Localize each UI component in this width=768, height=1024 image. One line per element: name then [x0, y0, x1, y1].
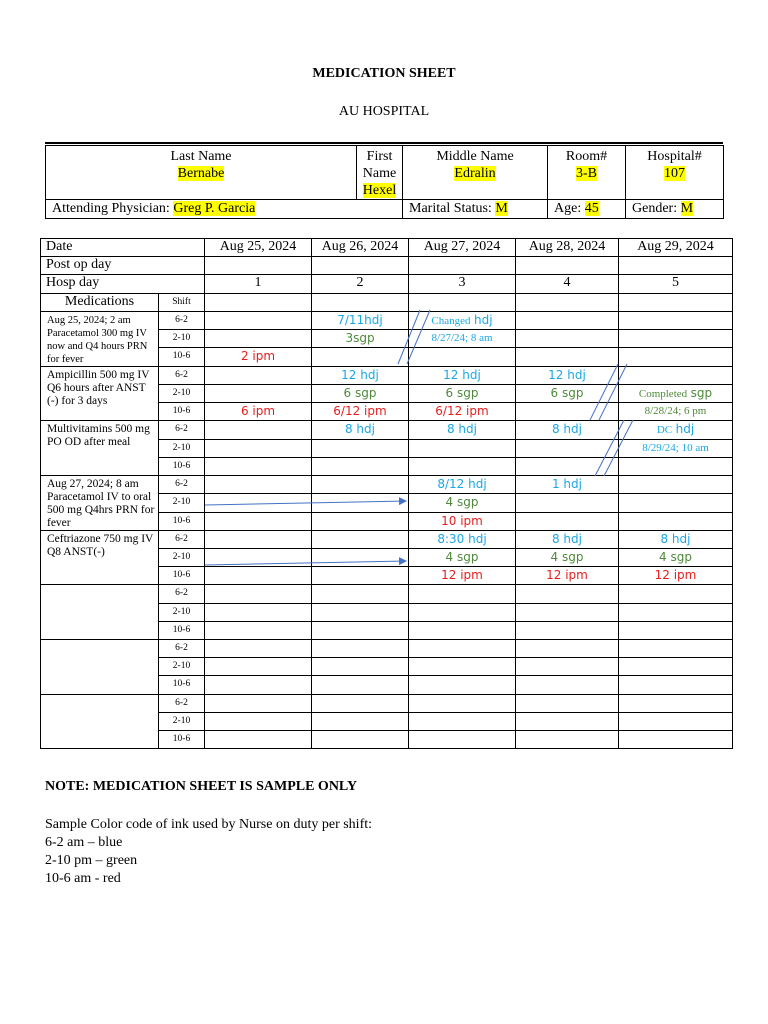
empty-row [41, 694, 733, 712]
cell [619, 330, 733, 348]
cell [312, 530, 409, 548]
cell [619, 311, 733, 329]
age-label: Age: [554, 201, 582, 216]
cell [619, 730, 733, 748]
shift-cell: 6-2 [159, 640, 205, 658]
room-value: 3-B [576, 166, 597, 181]
cell [516, 640, 619, 658]
shift-cell: 2-10 [159, 494, 205, 512]
entry-cell [619, 421, 733, 439]
first-name-label-line2: Name [362, 166, 397, 181]
cell [312, 257, 409, 275]
entry-cell: 8 hdj [312, 421, 409, 439]
entry-cell: 8/12 hdj [409, 475, 516, 493]
age-cell [548, 200, 626, 219]
cell [205, 549, 312, 567]
entry-cell: 6/12 ipm [409, 403, 516, 421]
entry-cell: 1 hdj [516, 475, 619, 493]
header-rule [45, 142, 723, 144]
med-row [41, 530, 733, 548]
cell [205, 512, 312, 530]
med-row [41, 366, 733, 384]
cell [312, 549, 409, 567]
cell [312, 730, 409, 748]
cell [619, 712, 733, 730]
document-title: MEDICATION SHEET [312, 66, 456, 81]
cell [205, 530, 312, 548]
date-cell: Aug 29, 2024 [619, 239, 733, 257]
cell [312, 457, 409, 475]
cell [619, 366, 733, 384]
shift-cell: 6-2 [159, 421, 205, 439]
cell [312, 694, 409, 712]
medication-name: Aug 27, 2024; 8 am Paracetamol IV to oral 500 mg Q4hrs PRN for fever [41, 475, 159, 530]
cell [619, 658, 733, 676]
entry-cell: 12 hdj [312, 366, 409, 384]
cell [516, 621, 619, 639]
med-row [41, 475, 733, 493]
entry-initials: hdj [675, 422, 695, 437]
cell [516, 257, 619, 275]
cell [312, 512, 409, 530]
shift-cell: 10-6 [159, 348, 205, 366]
date-label: Date [41, 239, 205, 257]
entry-cell: 8/27/24; 8 am [409, 330, 516, 348]
cell [205, 621, 312, 639]
entry-note: DC [656, 424, 673, 437]
cell [619, 348, 733, 366]
entry-cell: 12 ipm [409, 567, 516, 585]
entry-cell: 4 sgp [619, 549, 733, 567]
med-row [41, 421, 733, 439]
hosp-day-cell: 1 [205, 275, 312, 293]
cell [516, 311, 619, 329]
cell [205, 439, 312, 457]
gender-cell [626, 200, 724, 219]
shift-cell: 10-6 [159, 512, 205, 530]
entry-cell: 7/11hdj [312, 311, 409, 329]
shift-cell: 2-10 [159, 384, 205, 402]
entry-cell: 8/29/24; 10 am [619, 439, 733, 457]
cell [409, 712, 516, 730]
shift-cell: 10-6 [159, 676, 205, 694]
entry-cell: 4 sgp [409, 494, 516, 512]
cell [516, 330, 619, 348]
shift-cell: 10-6 [159, 403, 205, 421]
cell [516, 348, 619, 366]
empty-row [41, 585, 733, 603]
shift-cell: 6-2 [159, 694, 205, 712]
hosp-day-cell: 2 [312, 275, 409, 293]
cell [409, 348, 516, 366]
hosp-day-row [41, 275, 733, 293]
cell [205, 293, 312, 311]
cell [409, 676, 516, 694]
cell [516, 712, 619, 730]
hosp-day-cell: 5 [619, 275, 733, 293]
last-name-value: Bernabe [177, 166, 225, 181]
cell [409, 585, 516, 603]
physician-value: Greg P. Garcia [173, 201, 256, 216]
gender-value: M [680, 201, 694, 216]
shift-cell: 2-10 [159, 439, 205, 457]
age-value: 45 [584, 201, 599, 216]
entry-cell: 3sgp [312, 330, 409, 348]
date-cell: Aug 28, 2024 [516, 239, 619, 257]
middle-name-value: Edralin [454, 166, 496, 181]
shift-cell: 6-2 [159, 530, 205, 548]
cell [409, 257, 516, 275]
cell [619, 293, 733, 311]
shift-cell: 6-2 [159, 366, 205, 384]
cell [205, 330, 312, 348]
cell [205, 457, 312, 475]
color-legend-title: Sample Color code of ink used by Nurse on duty per shift: [45, 817, 373, 832]
entry-cell: 2 ipm [205, 348, 312, 366]
entry-cell: 6 sgp [516, 384, 619, 402]
entry-cell: 12 ipm [516, 567, 619, 585]
cell [619, 603, 733, 621]
hosp-day-label: Hosp day [41, 275, 205, 293]
cell [409, 694, 516, 712]
cell [619, 585, 733, 603]
cell [619, 694, 733, 712]
cell [312, 712, 409, 730]
marital-cell [403, 200, 548, 219]
sample-note: NOTE: MEDICATION SHEET IS SAMPLE ONLY [45, 779, 358, 794]
entry-cell: 6 sgp [312, 384, 409, 402]
cell [205, 694, 312, 712]
hosp-day-cell: 3 [409, 275, 516, 293]
cell [516, 658, 619, 676]
cell [516, 293, 619, 311]
entry-cell: 8 hdj [619, 530, 733, 548]
cell [619, 640, 733, 658]
patient-info-table [45, 145, 724, 219]
cell [205, 730, 312, 748]
entry-cell: 8 hdj [516, 421, 619, 439]
entry-note: Completed [638, 387, 688, 400]
date-cell: Aug 27, 2024 [409, 239, 516, 257]
entry-cell: 10 ipm [409, 512, 516, 530]
gender-label: Gender: [632, 201, 678, 216]
cell [409, 658, 516, 676]
physician-label: Attending Physician: [52, 201, 170, 216]
cell [409, 293, 516, 311]
shift-cell: 2-10 [159, 603, 205, 621]
post-op-label: Post op day [41, 257, 205, 275]
post-op-row [41, 257, 733, 275]
last-name-cell [46, 146, 357, 200]
hospital-no-label: Hospital# [647, 149, 702, 164]
date-row [41, 239, 733, 257]
marital-label: Marital Status: [409, 201, 492, 216]
cell [619, 512, 733, 530]
cell [205, 603, 312, 621]
cell [516, 585, 619, 603]
marital-value: M [495, 201, 508, 216]
empty-medication-cell [41, 585, 159, 640]
shift-cell: 10-6 [159, 621, 205, 639]
cell [409, 439, 516, 457]
room-cell [548, 146, 626, 200]
cell [516, 730, 619, 748]
empty-medication-cell [41, 694, 159, 749]
entry-cell [409, 311, 516, 329]
cell [312, 567, 409, 585]
shift-cell: 2-10 [159, 658, 205, 676]
shift-cell: 10-6 [159, 730, 205, 748]
first-name-value: Hexel [362, 183, 397, 198]
medication-table [40, 238, 733, 749]
cell [516, 403, 619, 421]
first-name-label-line1: First [366, 149, 393, 164]
cell [516, 676, 619, 694]
entry-cell: 12 hdj [516, 366, 619, 384]
entry-cell: 6/12 ipm [312, 403, 409, 421]
cell [312, 676, 409, 694]
notes-section [45, 778, 372, 888]
cell [409, 640, 516, 658]
cell [409, 730, 516, 748]
cell [619, 621, 733, 639]
medication-name: Ampicillin 500 mg IV Q6 hours after ANST (-) for 3 days [41, 366, 159, 421]
medication-name: Ceftriazone 750 mg IV Q8 ANST(-) [41, 530, 159, 585]
shift-header: Shift [159, 293, 205, 311]
shift-cell: 6-2 [159, 475, 205, 493]
cell [619, 457, 733, 475]
cell [619, 676, 733, 694]
entry-cell: 12 hdj [409, 366, 516, 384]
last-name-label: Last Name [170, 149, 232, 164]
physician-cell [46, 200, 403, 219]
cell [205, 585, 312, 603]
empty-row [41, 640, 733, 658]
hospital-name: AU HOSPITAL [338, 104, 430, 119]
cell [205, 257, 312, 275]
hospital-no-value: 107 [664, 166, 685, 181]
shift-cell: 2-10 [159, 549, 205, 567]
cell [619, 494, 733, 512]
empty-medication-cell [41, 640, 159, 695]
date-cell: Aug 25, 2024 [205, 239, 312, 257]
cell [312, 603, 409, 621]
shift-cell: 2-10 [159, 330, 205, 348]
entry-cell: 6 sgp [409, 384, 516, 402]
entry-cell: 8:30 hdj [409, 530, 516, 548]
shift-cell: 10-6 [159, 457, 205, 475]
cell [205, 494, 312, 512]
shift-cell: 2-10 [159, 712, 205, 730]
cell [205, 421, 312, 439]
entry-cell: 4 sgp [516, 549, 619, 567]
entry-cell: 8 hdj [516, 530, 619, 548]
entry-cell: 8 hdj [409, 421, 516, 439]
cell [516, 494, 619, 512]
cell [312, 585, 409, 603]
entry-cell: 6 ipm [205, 403, 312, 421]
entry-cell [619, 384, 733, 402]
entry-initials: sgp [690, 385, 713, 400]
entry-note: Changed [431, 314, 471, 327]
entry-cell: 4 sgp [409, 549, 516, 567]
cell [516, 603, 619, 621]
cell [205, 311, 312, 329]
cell [312, 494, 409, 512]
shift-cell: 6-2 [159, 311, 205, 329]
medications-header-row [41, 293, 733, 311]
cell [205, 658, 312, 676]
cell [205, 366, 312, 384]
cell [312, 348, 409, 366]
first-name-cell [357, 146, 403, 200]
cell [205, 676, 312, 694]
medication-name: Multivitamins 500 mg PO OD after meal [41, 421, 159, 476]
middle-name-label: Middle Name [436, 149, 514, 164]
cell [205, 475, 312, 493]
cell [516, 694, 619, 712]
room-label: Room# [565, 149, 608, 164]
medication-name: Aug 25, 2024; 2 am Paracetamol 300 mg IV now and Q4 hours PRN for fever [41, 311, 159, 366]
cell [312, 439, 409, 457]
hospital-no-cell [626, 146, 724, 200]
shift-cell: 6-2 [159, 585, 205, 603]
cell [312, 475, 409, 493]
medications-header: Medications [41, 293, 159, 311]
cell [619, 475, 733, 493]
hosp-day-cell: 4 [516, 275, 619, 293]
cell [312, 658, 409, 676]
entry-initials: hdj [474, 312, 493, 327]
cell [312, 621, 409, 639]
color-legend-item: 6-2 am – blue [45, 835, 123, 850]
color-legend-item: 2-10 pm – green [45, 853, 138, 868]
cell [516, 457, 619, 475]
cell [205, 384, 312, 402]
cell [205, 640, 312, 658]
shift-cell: 10-6 [159, 567, 205, 585]
cell [205, 567, 312, 585]
entry-cell: 12 ipm [619, 567, 733, 585]
entry-cell: 8/28/24; 6 pm [619, 403, 733, 421]
color-legend-item: 10-6 am - red [45, 871, 121, 886]
middle-name-cell [403, 146, 548, 200]
med-row [41, 311, 733, 329]
cell [409, 603, 516, 621]
cell [312, 293, 409, 311]
date-cell: Aug 26, 2024 [312, 239, 409, 257]
cell [409, 621, 516, 639]
cell [516, 439, 619, 457]
cell [619, 257, 733, 275]
cell [409, 457, 516, 475]
cell [312, 640, 409, 658]
cell [205, 712, 312, 730]
cell [516, 512, 619, 530]
